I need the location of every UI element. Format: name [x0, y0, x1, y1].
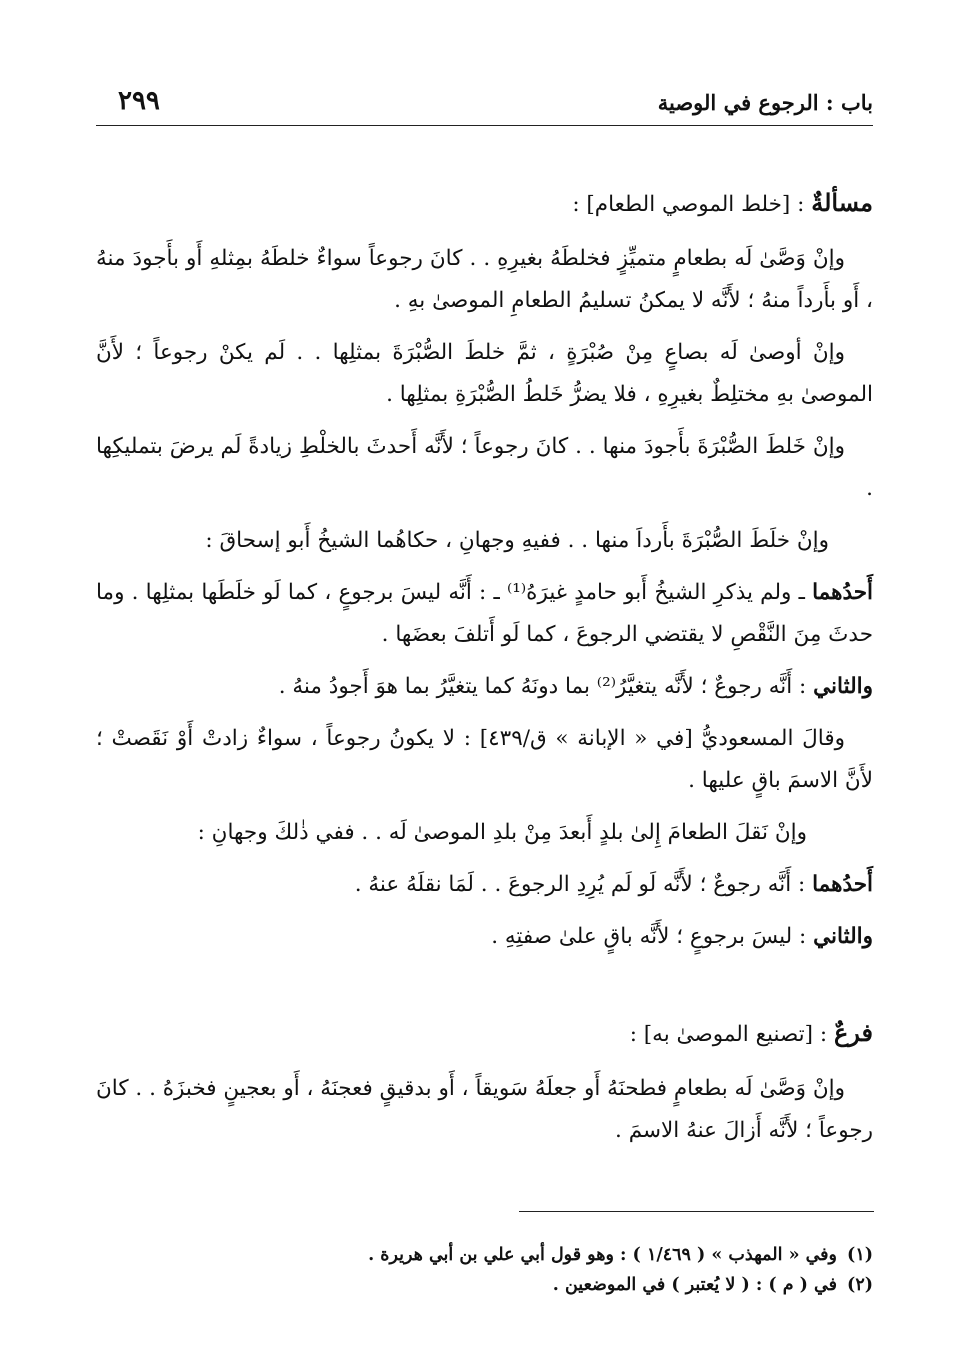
opinion-first-text: ـ ولم يذكرِ الشيخُ أَبو حامدٍ غيرَهُ⁽¹⁾ ـ : أَنَّه ليسَ برجوعٍ ، كما لَو خلَطَها بمثلِها . وما حدثَ مِنَ النَّقْصِ لا يقتضي الرجوعَ ، كما لَو أَتلفَ بعضَها . [96, 580, 873, 647]
footnote-1 [96, 1240, 873, 1270]
transfer-first-label: أَحدُهما [812, 872, 873, 897]
far-label: فرعٌ [833, 1018, 873, 1047]
paragraph-2: وإنْ أوصىٰ لَه بصاعٍ مِنْ صُبْرَةٍ ، ثمَّ خلطَ الصُّبْرَةَ بمثلِها . . لَم يكنْ رجوعاً ؛ لأَنَّ الموصىٰ بهِ مختلِطٌ بغيرِهِ ، فلا يضرُّ خَلطُ الصُّبْرَةِ بمثلِها . [96, 340, 873, 407]
transfer-second [96, 916, 873, 958]
transfer-second-label: والثاني [813, 924, 873, 949]
footnote-divider [519, 1211, 874, 1212]
masala-title: : [خلط الموصي الطعام] : [572, 192, 812, 217]
far-heading [96, 1012, 873, 1056]
footnote-2-text: في ( م ) : ( لا يُعتبر ) في الموضعين . [552, 1275, 837, 1295]
footnote-1-text: وفي « المهذب » ( ١/٤٦٩ ) : وهو قول أبي علي بن أبي هريرة . [368, 1245, 837, 1265]
opinion-first-label: أَحدُهما [812, 580, 873, 605]
paragraph-3: وإنْ خَلطَ الصُّبْرَةَ بأَجودَ منها . . كانَ رجوعاً ؛ لأَنَّه أَحدثَ بالخلْطِ زيادةً لَم يرضَ بتمليكِها . [96, 434, 873, 501]
header-rule [96, 125, 873, 126]
masudi-paragraph: وقالَ المسعوديُّ [في « الإبانة » ق/٤٣٩] : لا يكونُ رجوعاً ، سواءٌ زادتْ أَوْ نَقَصتْ ؛ لأَنَّ الاسمَ باقٍ عليها . [96, 726, 873, 793]
transfer-first [96, 864, 873, 906]
far-paragraph: وإنْ وَصَّىٰ لَه بطعامٍ فطحنَهُ أَو جعلَهُ سَويقاً ، أَو بدقيقٍ فعجنَهُ ، أَو بعجينٍ فخبزَهُ . . كانَ رجوعاً ؛ لأَنَّه أَزالَ عنهُ الاسمَ . [96, 1076, 873, 1143]
main-text [96, 182, 873, 1162]
opinion-second-text: : أَنَّه رجوعٌ ؛ لأَنَّه يتغيَّرُ⁽²⁾ بما دونَهُ كما يتغيَّرُ بما هوَ أَجودُ منهُ . [278, 674, 814, 699]
transfer-paragraph: وإنْ نَقلَ الطعامَ إِلىٰ بلدٍ أَبعدَ مِنْ بلدِ الموصىٰ لَه . . ففي ذٰلكَ وجهانِ : [197, 820, 807, 845]
opinion-second [96, 666, 873, 708]
masala-heading [96, 182, 873, 226]
footnote-2 [96, 1270, 873, 1300]
footnote-1-number: (١) [847, 1245, 873, 1265]
paragraph-1: وإنْ وَصَّىٰ لَه بطعامٍ متميِّزٍ فخلطَهُ بغيرِهِ . . كانَ رجوعاً سواءٌ خلطَهُ بمِثلهِ أَو بأَجودَ منهُ ، أَو بأَرداً منهُ ؛ لأَنَّه لا يمكنُ تسليمُ الطعامِ الموصىٰ بهِ . [96, 246, 873, 313]
chapter-title: باب : الرجوع في الوصية [657, 90, 873, 115]
opinion-first [96, 572, 873, 656]
opinion-second-label: والثاني [813, 674, 873, 699]
paragraph-4: وإنْ خلَطَ الصُّبْرَةَ بأَرداَ منها . . ففيهِ وجهانِ ، حكاهُما الشيخُ أَبو إسحاقَ : [205, 528, 829, 553]
footnote-2-number: (٢) [847, 1275, 873, 1295]
page-number: ٢٩٩ [118, 86, 160, 116]
masala-label: مسألةٌ [811, 188, 873, 217]
far-title: : [تصنيع الموصىٰ به] : [629, 1022, 834, 1047]
footnotes [96, 1240, 873, 1300]
running-header [96, 82, 873, 126]
transfer-first-text: : أَنَّه رجوعٌ ؛ لأَنَّه لَو لَم يُرِدِ الرجوعَ . . لَمَا نقلَهُ عنهُ . [354, 872, 813, 897]
transfer-second-text: : ليسَ برجوعٍ ؛ لأَنَّه باقٍ علىٰ صفتِهِ . [491, 924, 814, 949]
